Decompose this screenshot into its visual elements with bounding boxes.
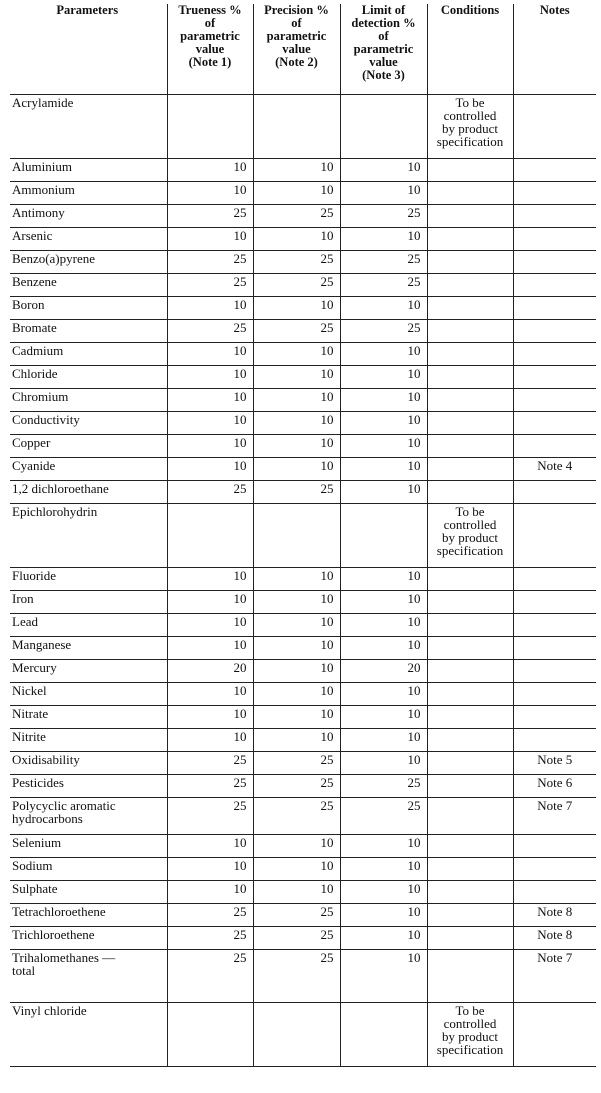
cell-notes: Note 7 bbox=[513, 797, 596, 834]
cell-limit-of-detection: 10 bbox=[340, 949, 427, 1002]
table-row bbox=[10, 250, 596, 273]
cell-conditions: To be controlled by product specification bbox=[427, 1002, 513, 1066]
cell-conditions bbox=[427, 590, 513, 613]
parameters-table bbox=[10, 4, 596, 1067]
cell-parameter: Trihalomethanes — total bbox=[10, 949, 167, 1002]
cell-parameter: Boron bbox=[10, 296, 167, 319]
cell-parameter: Bromate bbox=[10, 319, 167, 342]
cell-parameter: Polycyclic aromatic hydrocarbons bbox=[10, 797, 167, 834]
cell-precision: 10 bbox=[253, 296, 340, 319]
cell-precision: 10 bbox=[253, 388, 340, 411]
cell-conditions bbox=[427, 342, 513, 365]
cell-conditions bbox=[427, 728, 513, 751]
cell-conditions bbox=[427, 250, 513, 273]
table-row bbox=[10, 834, 596, 857]
cell-precision: 10 bbox=[253, 613, 340, 636]
cell-parameter: Pesticides bbox=[10, 774, 167, 797]
cell-parameter: Fluoride bbox=[10, 567, 167, 590]
table-row bbox=[10, 857, 596, 880]
cell-precision: 25 bbox=[253, 204, 340, 227]
table-row bbox=[10, 434, 596, 457]
cell-trueness: 10 bbox=[167, 834, 253, 857]
table-row bbox=[10, 636, 596, 659]
cell-notes bbox=[513, 434, 596, 457]
cell-notes bbox=[513, 388, 596, 411]
cell-limit-of-detection: 10 bbox=[340, 342, 427, 365]
cell-limit-of-detection: 10 bbox=[340, 457, 427, 480]
cell-precision: 10 bbox=[253, 728, 340, 751]
table-row bbox=[10, 319, 596, 342]
cell-conditions bbox=[427, 457, 513, 480]
cell-parameter: 1,2 dichloroethane bbox=[10, 480, 167, 503]
header-trueness: Trueness % of parametric value (Note 1) bbox=[167, 4, 253, 94]
cell-precision: 10 bbox=[253, 682, 340, 705]
cell-limit-of-detection: 10 bbox=[340, 636, 427, 659]
table-row bbox=[10, 204, 596, 227]
cell-trueness: 25 bbox=[167, 949, 253, 1002]
cell-precision bbox=[253, 94, 340, 158]
table-row bbox=[10, 503, 596, 567]
cell-trueness: 25 bbox=[167, 319, 253, 342]
cell-trueness: 25 bbox=[167, 926, 253, 949]
cell-conditions bbox=[427, 705, 513, 728]
cell-precision: 25 bbox=[253, 797, 340, 834]
table-row bbox=[10, 926, 596, 949]
cell-limit-of-detection: 25 bbox=[340, 204, 427, 227]
cell-trueness: 25 bbox=[167, 204, 253, 227]
cell-parameter: Cadmium bbox=[10, 342, 167, 365]
cell-parameter: Ammonium bbox=[10, 181, 167, 204]
table-row bbox=[10, 567, 596, 590]
cell-trueness: 25 bbox=[167, 273, 253, 296]
cell-trueness: 10 bbox=[167, 296, 253, 319]
cell-limit-of-detection: 10 bbox=[340, 903, 427, 926]
cell-trueness: 25 bbox=[167, 751, 253, 774]
cell-parameter: Nitrite bbox=[10, 728, 167, 751]
cell-limit-of-detection: 10 bbox=[340, 590, 427, 613]
cell-trueness: 10 bbox=[167, 880, 253, 903]
cell-notes bbox=[513, 636, 596, 659]
table-row bbox=[10, 158, 596, 181]
cell-precision: 10 bbox=[253, 880, 340, 903]
table-row bbox=[10, 880, 596, 903]
table-row bbox=[10, 903, 596, 926]
cell-precision: 10 bbox=[253, 158, 340, 181]
cell-parameter: Cyanide bbox=[10, 457, 167, 480]
table-row bbox=[10, 613, 596, 636]
cell-conditions bbox=[427, 434, 513, 457]
table-row bbox=[10, 705, 596, 728]
cell-trueness: 10 bbox=[167, 567, 253, 590]
cell-parameter: Trichloroethene bbox=[10, 926, 167, 949]
table-row bbox=[10, 659, 596, 682]
cell-notes bbox=[513, 273, 596, 296]
cell-parameter: Oxidisability bbox=[10, 751, 167, 774]
cell-parameter: Copper bbox=[10, 434, 167, 457]
table-row bbox=[10, 590, 596, 613]
table-row bbox=[10, 365, 596, 388]
cell-precision: 10 bbox=[253, 342, 340, 365]
cell-limit-of-detection: 10 bbox=[340, 567, 427, 590]
table-row bbox=[10, 273, 596, 296]
cell-precision: 25 bbox=[253, 250, 340, 273]
cell-limit-of-detection: 20 bbox=[340, 659, 427, 682]
cell-limit-of-detection: 10 bbox=[340, 434, 427, 457]
cell-notes bbox=[513, 411, 596, 434]
cell-parameter: Sodium bbox=[10, 857, 167, 880]
cell-conditions bbox=[427, 903, 513, 926]
cell-conditions bbox=[427, 181, 513, 204]
cell-precision bbox=[253, 503, 340, 567]
cell-precision: 10 bbox=[253, 857, 340, 880]
cell-conditions bbox=[427, 411, 513, 434]
cell-trueness: 10 bbox=[167, 434, 253, 457]
cell-trueness: 10 bbox=[167, 342, 253, 365]
cell-conditions bbox=[427, 751, 513, 774]
cell-precision: 10 bbox=[253, 705, 340, 728]
cell-limit-of-detection: 10 bbox=[340, 365, 427, 388]
cell-limit-of-detection: 10 bbox=[340, 411, 427, 434]
table-body bbox=[10, 94, 596, 1066]
cell-trueness: 10 bbox=[167, 857, 253, 880]
cell-notes bbox=[513, 659, 596, 682]
table-row bbox=[10, 751, 596, 774]
cell-limit-of-detection: 10 bbox=[340, 227, 427, 250]
cell-conditions bbox=[427, 636, 513, 659]
table-row bbox=[10, 797, 596, 834]
cell-trueness: 10 bbox=[167, 411, 253, 434]
cell-parameter: Lead bbox=[10, 613, 167, 636]
cell-parameter: Conductivity bbox=[10, 411, 167, 434]
cell-notes bbox=[513, 204, 596, 227]
cell-limit-of-detection: 10 bbox=[340, 751, 427, 774]
cell-limit-of-detection: 25 bbox=[340, 774, 427, 797]
cell-notes bbox=[513, 503, 596, 567]
cell-trueness: 10 bbox=[167, 158, 253, 181]
cell-notes: Note 7 bbox=[513, 949, 596, 1002]
table-row bbox=[10, 774, 596, 797]
cell-conditions bbox=[427, 774, 513, 797]
cell-notes bbox=[513, 227, 596, 250]
header-row bbox=[10, 4, 596, 94]
cell-parameter: Epichlorohydrin bbox=[10, 503, 167, 567]
cell-conditions: To be controlled by product specification bbox=[427, 94, 513, 158]
cell-notes bbox=[513, 365, 596, 388]
table-row bbox=[10, 342, 596, 365]
cell-parameter: Chromium bbox=[10, 388, 167, 411]
cell-notes bbox=[513, 590, 596, 613]
cell-limit-of-detection: 25 bbox=[340, 250, 427, 273]
cell-precision: 25 bbox=[253, 926, 340, 949]
cell-precision: 10 bbox=[253, 365, 340, 388]
cell-limit-of-detection: 10 bbox=[340, 834, 427, 857]
cell-limit-of-detection: 10 bbox=[340, 857, 427, 880]
cell-parameter: Nickel bbox=[10, 682, 167, 705]
cell-conditions bbox=[427, 204, 513, 227]
cell-conditions bbox=[427, 567, 513, 590]
cell-notes bbox=[513, 480, 596, 503]
cell-notes: Note 8 bbox=[513, 903, 596, 926]
table-row bbox=[10, 682, 596, 705]
cell-notes bbox=[513, 613, 596, 636]
cell-limit-of-detection bbox=[340, 503, 427, 567]
cell-notes bbox=[513, 857, 596, 880]
cell-notes bbox=[513, 834, 596, 857]
cell-conditions bbox=[427, 158, 513, 181]
cell-notes bbox=[513, 342, 596, 365]
cell-precision: 10 bbox=[253, 636, 340, 659]
cell-parameter: Manganese bbox=[10, 636, 167, 659]
cell-conditions bbox=[427, 319, 513, 342]
cell-trueness: 25 bbox=[167, 480, 253, 503]
cell-notes: Note 4 bbox=[513, 457, 596, 480]
cell-parameter: Acrylamide bbox=[10, 94, 167, 158]
cell-trueness: 10 bbox=[167, 636, 253, 659]
cell-conditions: To be controlled by product specification bbox=[427, 503, 513, 567]
table-row bbox=[10, 388, 596, 411]
cell-notes bbox=[513, 682, 596, 705]
cell-precision: 25 bbox=[253, 774, 340, 797]
cell-notes bbox=[513, 296, 596, 319]
cell-conditions bbox=[427, 880, 513, 903]
cell-conditions bbox=[427, 857, 513, 880]
cell-conditions bbox=[427, 613, 513, 636]
cell-notes bbox=[513, 880, 596, 903]
header-limit-of-detection: Limit of detection % of parametric value (Note 3) bbox=[340, 4, 427, 94]
cell-conditions bbox=[427, 273, 513, 296]
cell-trueness: 20 bbox=[167, 659, 253, 682]
cell-notes bbox=[513, 181, 596, 204]
cell-limit-of-detection bbox=[340, 1002, 427, 1066]
cell-conditions bbox=[427, 926, 513, 949]
cell-trueness: 10 bbox=[167, 388, 253, 411]
cell-conditions bbox=[427, 480, 513, 503]
cell-precision: 10 bbox=[253, 227, 340, 250]
cell-notes bbox=[513, 1002, 596, 1066]
cell-precision: 10 bbox=[253, 590, 340, 613]
header-conditions: Conditions bbox=[427, 4, 513, 94]
cell-trueness: 10 bbox=[167, 227, 253, 250]
cell-parameter: Mercury bbox=[10, 659, 167, 682]
header-precision: Precision % of parametric value (Note 2) bbox=[253, 4, 340, 94]
cell-limit-of-detection: 25 bbox=[340, 319, 427, 342]
cell-parameter: Aluminium bbox=[10, 158, 167, 181]
cell-limit-of-detection: 25 bbox=[340, 273, 427, 296]
cell-conditions bbox=[427, 682, 513, 705]
header-notes: Notes bbox=[513, 4, 596, 94]
cell-precision: 10 bbox=[253, 457, 340, 480]
cell-limit-of-detection: 10 bbox=[340, 705, 427, 728]
cell-precision: 25 bbox=[253, 319, 340, 342]
cell-limit-of-detection: 10 bbox=[340, 682, 427, 705]
cell-limit-of-detection: 10 bbox=[340, 158, 427, 181]
cell-parameter: Iron bbox=[10, 590, 167, 613]
cell-trueness: 25 bbox=[167, 797, 253, 834]
cell-trueness bbox=[167, 1002, 253, 1066]
cell-limit-of-detection: 10 bbox=[340, 880, 427, 903]
cell-notes bbox=[513, 94, 596, 158]
cell-trueness: 25 bbox=[167, 774, 253, 797]
cell-limit-of-detection: 10 bbox=[340, 613, 427, 636]
cell-notes bbox=[513, 250, 596, 273]
cell-conditions bbox=[427, 797, 513, 834]
table-row bbox=[10, 411, 596, 434]
cell-parameter: Selenium bbox=[10, 834, 167, 857]
cell-parameter: Sulphate bbox=[10, 880, 167, 903]
cell-conditions bbox=[427, 949, 513, 1002]
cell-notes bbox=[513, 319, 596, 342]
cell-conditions bbox=[427, 296, 513, 319]
cell-conditions bbox=[427, 227, 513, 250]
cell-trueness: 25 bbox=[167, 903, 253, 926]
cell-notes bbox=[513, 567, 596, 590]
cell-parameter: Benzene bbox=[10, 273, 167, 296]
cell-parameter: Antimony bbox=[10, 204, 167, 227]
cell-conditions bbox=[427, 659, 513, 682]
cell-parameter: Arsenic bbox=[10, 227, 167, 250]
cell-limit-of-detection: 10 bbox=[340, 926, 427, 949]
cell-trueness: 25 bbox=[167, 250, 253, 273]
table-row bbox=[10, 1002, 596, 1066]
cell-precision: 10 bbox=[253, 411, 340, 434]
cell-limit-of-detection: 10 bbox=[340, 480, 427, 503]
cell-parameter: Tetrachloroethene bbox=[10, 903, 167, 926]
table-row bbox=[10, 94, 596, 158]
cell-parameter: Nitrate bbox=[10, 705, 167, 728]
cell-trueness: 10 bbox=[167, 728, 253, 751]
cell-notes: Note 8 bbox=[513, 926, 596, 949]
cell-precision: 25 bbox=[253, 903, 340, 926]
cell-trueness: 10 bbox=[167, 457, 253, 480]
cell-parameter: Chloride bbox=[10, 365, 167, 388]
cell-precision: 10 bbox=[253, 434, 340, 457]
cell-limit-of-detection bbox=[340, 94, 427, 158]
cell-limit-of-detection: 10 bbox=[340, 296, 427, 319]
cell-limit-of-detection: 10 bbox=[340, 181, 427, 204]
cell-precision: 25 bbox=[253, 751, 340, 774]
cell-trueness: 10 bbox=[167, 682, 253, 705]
cell-parameter: Benzo(a)pyrene bbox=[10, 250, 167, 273]
cell-precision: 25 bbox=[253, 949, 340, 1002]
cell-trueness: 10 bbox=[167, 705, 253, 728]
cell-precision: 10 bbox=[253, 659, 340, 682]
table-row bbox=[10, 227, 596, 250]
cell-limit-of-detection: 10 bbox=[340, 728, 427, 751]
cell-notes bbox=[513, 728, 596, 751]
table-row bbox=[10, 480, 596, 503]
table-row bbox=[10, 457, 596, 480]
cell-precision: 10 bbox=[253, 181, 340, 204]
table-row bbox=[10, 181, 596, 204]
cell-trueness: 10 bbox=[167, 590, 253, 613]
cell-trueness: 10 bbox=[167, 181, 253, 204]
cell-conditions bbox=[427, 365, 513, 388]
cell-notes: Note 5 bbox=[513, 751, 596, 774]
table-row bbox=[10, 296, 596, 319]
cell-trueness: 10 bbox=[167, 365, 253, 388]
cell-trueness bbox=[167, 503, 253, 567]
cell-notes bbox=[513, 705, 596, 728]
cell-conditions bbox=[427, 834, 513, 857]
cell-notes: Note 6 bbox=[513, 774, 596, 797]
cell-precision: 25 bbox=[253, 273, 340, 296]
cell-limit-of-detection: 10 bbox=[340, 388, 427, 411]
cell-conditions bbox=[427, 388, 513, 411]
cell-limit-of-detection: 25 bbox=[340, 797, 427, 834]
cell-precision: 10 bbox=[253, 567, 340, 590]
cell-precision: 25 bbox=[253, 480, 340, 503]
cell-precision: 10 bbox=[253, 834, 340, 857]
cell-notes bbox=[513, 158, 596, 181]
header-parameters: Parameters bbox=[10, 4, 167, 94]
table-row bbox=[10, 728, 596, 751]
cell-parameter: Vinyl chloride bbox=[10, 1002, 167, 1066]
table-row bbox=[10, 949, 596, 1002]
cell-trueness: 10 bbox=[167, 613, 253, 636]
cell-precision bbox=[253, 1002, 340, 1066]
cell-trueness bbox=[167, 94, 253, 158]
